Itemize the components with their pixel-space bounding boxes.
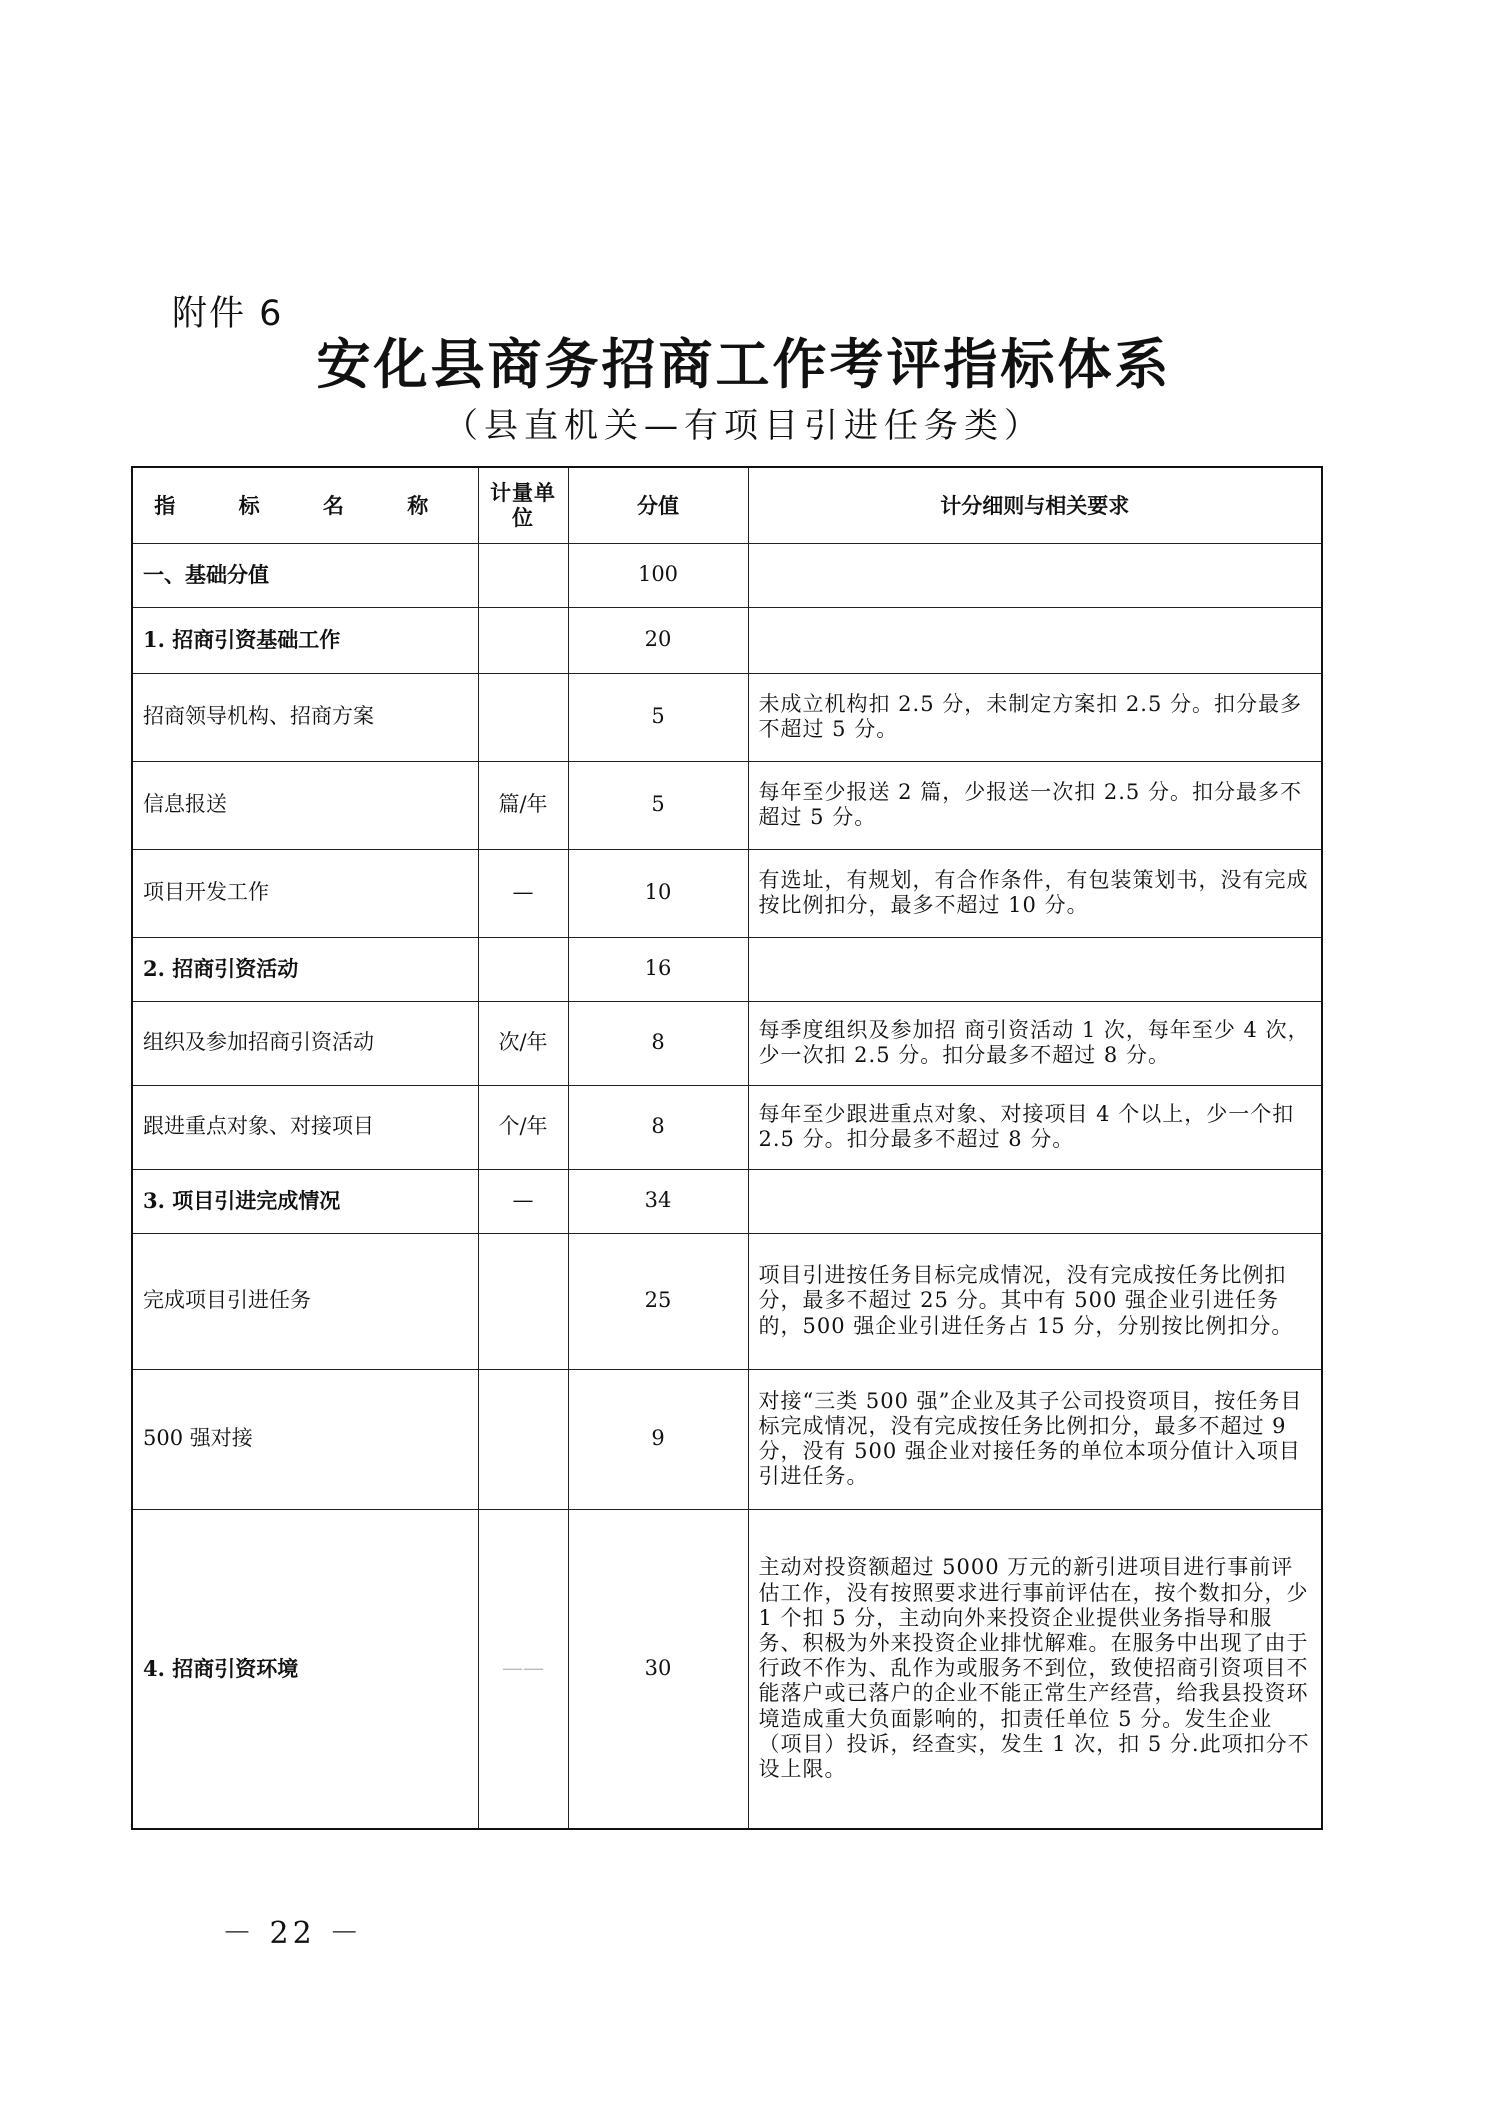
- document-title: 安化县商务招商工作考评指标体系: [316, 333, 1172, 396]
- row-detail: [748, 937, 1322, 1001]
- row-detail: [748, 543, 1322, 607]
- table-row: [132, 1369, 1322, 1509]
- attachment-label: 附件 6: [172, 294, 284, 334]
- row-name: 一、基础分值: [132, 543, 478, 607]
- row-unit: [478, 673, 568, 761]
- row-unit: [478, 607, 568, 673]
- table-row: [132, 607, 1322, 673]
- table-row: [132, 849, 1322, 937]
- page-number: － 22 －: [222, 1916, 364, 1951]
- row-detail: 每季度组织及参加招 商引资活动 1 次，每年至少 4 次，少一次扣 2.5 分。扣分最多不超过 8 分。: [748, 1001, 1322, 1085]
- row-score: 8: [568, 1001, 748, 1085]
- row-unit: [478, 1369, 568, 1509]
- table-row: [132, 761, 1322, 849]
- table-row: [132, 673, 1322, 761]
- row-detail: [748, 607, 1322, 673]
- table-row: [132, 1509, 1322, 1829]
- header-name: 指 标 名 称: [132, 467, 478, 543]
- header-detail: 计分细则与相关要求: [748, 467, 1322, 543]
- row-detail: 对接“三类 500 强”企业及其子公司投资项目，按任务目标完成情况，没有完成按任务比例扣分，最多不超过 9 分，没有 500 强企业对接任务的单位本项分值计入项目引进任务。: [748, 1369, 1322, 1509]
- row-unit: —: [478, 1169, 568, 1233]
- table-row: [132, 1233, 1322, 1369]
- evaluation-table: [131, 466, 1323, 1830]
- header-unit: 计量单位: [478, 467, 568, 543]
- row-detail: 每年至少报送 2 篇，少报送一次扣 2.5 分。扣分最多不超过 5 分。: [748, 761, 1322, 849]
- row-score: 100: [568, 543, 748, 607]
- row-name: 完成项目引进任务: [132, 1233, 478, 1369]
- row-score: 9: [568, 1369, 748, 1509]
- row-score: 5: [568, 761, 748, 849]
- table-row: [132, 1085, 1322, 1169]
- header-score: 分值: [568, 467, 748, 543]
- row-unit: [478, 1233, 568, 1369]
- row-name: 500 强对接: [132, 1369, 478, 1509]
- table-row: [132, 1169, 1322, 1233]
- row-unit: 个/年: [478, 1085, 568, 1169]
- row-unit: 次/年: [478, 1001, 568, 1085]
- row-score: 10: [568, 849, 748, 937]
- row-detail: 有选址，有规划，有合作条件，有包装策划书，没有完成按比例扣分，最多不超过 10 分。: [748, 849, 1322, 937]
- row-unit: [478, 937, 568, 1001]
- table-row: [132, 543, 1322, 607]
- row-unit: 篇/年: [478, 761, 568, 849]
- row-detail: 主动对投资额超过 5000 万元的新引进项目进行事前评估工作，没有按照要求进行事前评估在，按个数扣分，少 1 个扣 5 分，主动向外来投资企业提供业务指导和服务、积极为外来投资企业排忧解难。在服务中出现了由于行政不作为、乱作为或服务不到位，致使招商引资项目不能落户或已落户的企业不能正常生产经营，给我县投资环境造成重大负面影响的，扣责任单位 5 分。发生企业（项目）投诉，经查实，发生 1 次，扣 5 分.此项扣分不设上限。: [748, 1509, 1322, 1829]
- row-score: 8: [568, 1085, 748, 1169]
- row-name: 信息报送: [132, 761, 478, 849]
- row-score: 16: [568, 937, 748, 1001]
- row-unit: ——: [478, 1509, 568, 1829]
- row-detail: [748, 1169, 1322, 1233]
- table-row: [132, 937, 1322, 1001]
- row-name: 组织及参加招商引资活动: [132, 1001, 478, 1085]
- row-name: 3. 项目引进完成情况: [132, 1169, 478, 1233]
- row-score: 34: [568, 1169, 748, 1233]
- row-detail: 未成立机构扣 2.5 分，未制定方案扣 2.5 分。扣分最多不超过 5 分。: [748, 673, 1322, 761]
- row-score: 5: [568, 673, 748, 761]
- document-subtitle: （县直机关—有项目引进任务类）: [444, 406, 1044, 446]
- row-detail: 项目引进按任务目标完成情况，没有完成按任务比例扣分，最多不超过 25 分。其中有 500 强企业引进任务的，500 强企业引进任务占 15 分，分别按比例扣分。: [748, 1233, 1322, 1369]
- table-header-row: [132, 467, 1322, 543]
- row-score: 20: [568, 607, 748, 673]
- row-name: 招商领导机构、招商方案: [132, 673, 478, 761]
- row-score: 30: [568, 1509, 748, 1829]
- table-row: [132, 1001, 1322, 1085]
- row-name: 跟进重点对象、对接项目: [132, 1085, 478, 1169]
- row-name: 1. 招商引资基础工作: [132, 607, 478, 673]
- row-name: 项目开发工作: [132, 849, 478, 937]
- row-name: 2. 招商引资活动: [132, 937, 478, 1001]
- row-score: 25: [568, 1233, 748, 1369]
- row-name: 4. 招商引资环境: [132, 1509, 478, 1829]
- row-detail: 每年至少跟进重点对象、对接项目 4 个以上，少一个扣 2.5 分。扣分最多不超过 8 分。: [748, 1085, 1322, 1169]
- row-unit: [478, 543, 568, 607]
- row-unit: —: [478, 849, 568, 937]
